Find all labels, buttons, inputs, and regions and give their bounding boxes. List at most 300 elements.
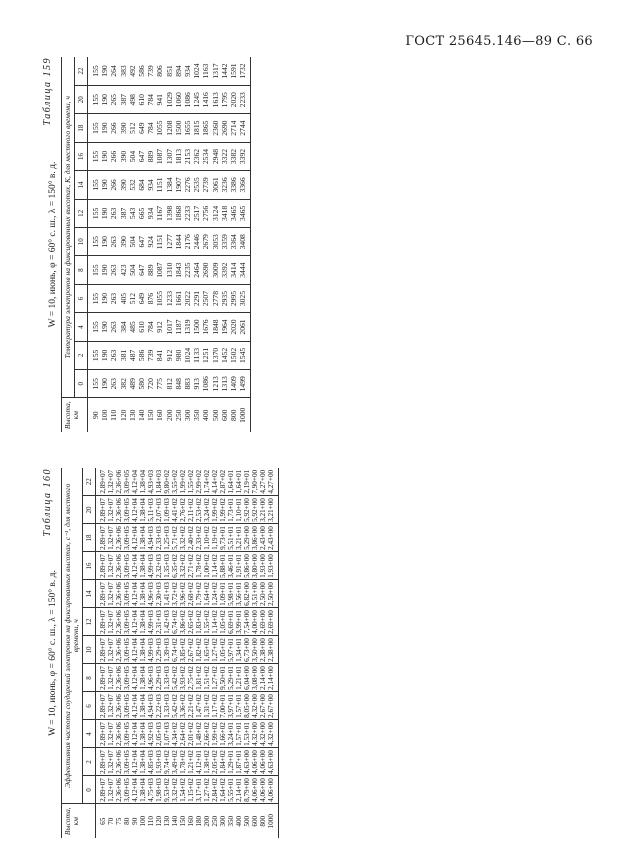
value-cell: 2,71+02 — [187, 552, 195, 580]
value-cell: 580 — [137, 370, 146, 398]
time-header: 16 — [83, 552, 96, 580]
table-row — [203, 468, 211, 838]
value-cell: 423 — [119, 256, 128, 284]
value-cell: 2,69+00 — [259, 608, 267, 636]
table-row — [174, 57, 183, 432]
value-cell: 1,99+02 — [179, 468, 187, 496]
table-row — [155, 57, 164, 432]
time-header: 12 — [83, 608, 96, 636]
height-cell: 350 — [192, 398, 201, 432]
height-cell: 400 — [201, 398, 210, 432]
value-cell: 3124 — [211, 199, 220, 227]
value-cell: 1384 — [165, 171, 174, 199]
value-cell: 1,91+01 — [235, 552, 243, 580]
value-cell: 1245 — [192, 86, 201, 114]
time-header: 18 — [83, 524, 96, 552]
value-cell: 4,32+00 — [251, 692, 259, 720]
table-row — [100, 57, 109, 432]
value-cell: 1,38+04 — [139, 496, 147, 524]
value-cell: 1732 — [238, 57, 251, 86]
value-cell: 6,69+01 — [227, 608, 235, 636]
value-cell: 2,36+06 — [115, 608, 123, 636]
value-cell: 2,36+06 — [115, 664, 123, 692]
value-cell: 5,42+02 — [171, 692, 179, 720]
value-cell: 3392 — [238, 142, 251, 170]
value-cell: 2,89+07 — [96, 580, 108, 608]
value-cell: 9,53+02 — [163, 776, 171, 804]
value-cell: 2,99+02 — [195, 468, 203, 496]
value-cell: 3,09+05 — [123, 664, 131, 692]
value-cell: 2,36+06 — [115, 580, 123, 608]
value-cell: 4,96+03 — [147, 580, 155, 608]
value-cell: 2,31+03 — [155, 608, 163, 636]
value-cell: 3236 — [220, 171, 229, 199]
value-cell: 2,64+02 — [179, 720, 187, 748]
height-header: Высота, км — [62, 398, 88, 432]
value-cell: 739 — [146, 57, 155, 86]
value-cell: 1,55+02 — [187, 468, 195, 496]
value-cell: 2360 — [211, 114, 220, 142]
value-cell: 3,86+02 — [179, 608, 187, 636]
value-cell: 1,82+02 — [195, 636, 203, 664]
height-cell: 160 — [155, 398, 164, 432]
value-cell: 1676 — [201, 313, 210, 341]
value-cell: 2362 — [192, 142, 201, 170]
table-row — [267, 468, 279, 838]
table-row — [146, 57, 155, 432]
value-cell: 387 — [119, 86, 128, 114]
value-cell: 1024 — [192, 57, 201, 86]
value-cell: 3465 — [238, 199, 251, 227]
value-cell: 1,32+07 — [107, 608, 115, 636]
value-cell: 2176 — [183, 228, 192, 256]
value-cell: 2,05+02 — [211, 748, 219, 776]
value-cell: 2,29+03 — [155, 636, 163, 664]
value-cell: 5,29+01 — [227, 664, 235, 692]
value-cell: 3,99+01 — [235, 608, 243, 636]
value-cell: 1,05+02 — [219, 608, 227, 636]
value-cell: 3,96+02 — [179, 580, 187, 608]
value-cell: 4,99+03 — [147, 608, 155, 636]
value-cell: 3408 — [238, 228, 251, 256]
value-cell: 8,79+00 — [243, 776, 251, 804]
value-cell: 4,12+04 — [131, 608, 139, 636]
value-cell: 1502 — [229, 341, 238, 369]
value-cell: 2679 — [201, 228, 210, 256]
value-cell: 3,86+00 — [251, 524, 259, 552]
value-cell: 3,21+00 — [259, 496, 267, 524]
value-cell: 1055 — [155, 114, 164, 142]
value-cell: 647 — [137, 228, 146, 256]
value-cell: 190 — [100, 57, 109, 86]
value-cell: 5,92+00 — [251, 496, 259, 524]
value-cell: 1,38+04 — [139, 608, 147, 636]
value-cell: 155 — [88, 284, 101, 312]
value-cell: 2,14+00 — [259, 664, 267, 692]
height-cell: 400 — [235, 804, 243, 838]
height-cell: 350 — [227, 804, 235, 838]
table-160-grid — [61, 468, 279, 838]
value-cell: 1,32+07 — [107, 748, 115, 776]
value-cell: 1,99+02 — [219, 496, 227, 524]
value-cell: 382 — [119, 370, 128, 398]
value-cell: 1087 — [155, 256, 164, 284]
value-cell: 2,68+02 — [187, 580, 195, 608]
value-cell: 1,55+02 — [203, 608, 211, 636]
value-cell: 5,88+01 — [219, 552, 227, 580]
table-159-caption: Таблица 159 — [42, 57, 53, 126]
value-cell: 1,38+04 — [139, 776, 147, 804]
value-cell: 266 — [109, 142, 118, 170]
time-header: 18 — [75, 114, 88, 142]
value-cell: 2153 — [183, 142, 192, 170]
value-cell: 980 — [174, 341, 183, 369]
value-cell: 2,07+03 — [155, 496, 163, 524]
value-cell: 647 — [137, 142, 146, 170]
value-cell: 1,99+02 — [211, 496, 219, 524]
value-cell: 876 — [146, 284, 155, 312]
value-cell: 1,38+02 — [203, 748, 211, 776]
height-cell: 250 — [211, 804, 219, 838]
value-cell: 2507 — [201, 284, 210, 312]
height-cell: 600 — [220, 398, 229, 432]
value-cell: 4,27+00 — [267, 468, 279, 496]
value-cell: 2,36+06 — [115, 468, 123, 496]
table-row — [238, 57, 251, 432]
value-cell: 263 — [109, 341, 118, 369]
value-cell: 1,27+02 — [211, 664, 219, 692]
value-cell: 155 — [88, 114, 101, 142]
value-cell: 1086 — [183, 86, 192, 114]
value-cell: 4,99+03 — [147, 552, 155, 580]
value-cell: 2446 — [192, 228, 201, 256]
time-header: 14 — [83, 580, 96, 608]
value-cell: 894 — [174, 57, 183, 86]
table-row — [123, 468, 131, 838]
value-cell: 4,96+03 — [147, 664, 155, 692]
value-cell: 3,09+05 — [123, 552, 131, 580]
value-cell: 2,66+02 — [203, 720, 211, 748]
value-cell: 1151 — [155, 228, 164, 256]
value-cell: 3,09+05 — [123, 468, 131, 496]
value-cell: 1,84+02 — [219, 748, 227, 776]
table-row — [201, 57, 210, 432]
value-cell: 2744 — [238, 114, 251, 142]
value-cell: 3,24+02 — [203, 496, 211, 524]
value-cell: 4,92+03 — [147, 720, 155, 748]
height-cell: 800 — [259, 804, 267, 838]
value-cell: 7,54+00 — [243, 608, 251, 636]
value-cell: 2948 — [211, 142, 220, 170]
height-cell: 1000 — [267, 804, 279, 838]
value-cell: 1,09+01 — [219, 580, 227, 608]
table-row — [192, 57, 201, 432]
value-cell: 2690 — [220, 114, 229, 142]
height-cell: 130 — [128, 398, 137, 432]
value-cell: 1,42+03 — [163, 608, 171, 636]
value-cell: 2276 — [183, 171, 192, 199]
value-cell: 1,57+01 — [235, 720, 243, 748]
value-cell: 2,89+07 — [96, 552, 108, 580]
value-cell: 266 — [109, 171, 118, 199]
value-cell: 7,00+01 — [219, 692, 227, 720]
value-cell: 155 — [88, 57, 101, 86]
table-row — [179, 468, 187, 838]
value-cell: 1795 — [220, 86, 229, 114]
value-cell: 3,09+05 — [123, 524, 131, 552]
value-cell: 3322 — [220, 142, 229, 170]
value-cell: 1907 — [174, 171, 183, 199]
value-cell: 2,11+02 — [187, 496, 195, 524]
height-cell: 65 — [96, 804, 108, 838]
value-cell: 6,82+00 — [243, 580, 251, 608]
value-cell: 913 — [192, 370, 201, 398]
value-cell: 586 — [137, 57, 146, 86]
value-cell: 1500 — [192, 313, 201, 341]
height-cell: 200 — [203, 804, 211, 838]
value-cell: 190 — [100, 256, 109, 284]
value-cell: 1,15+02 — [187, 776, 195, 804]
table-row — [96, 468, 108, 838]
value-cell: 2,21+02 — [187, 692, 195, 720]
value-cell: 3,32+02 — [171, 776, 179, 804]
value-cell: 2,89+07 — [96, 636, 108, 664]
value-cell: 2,89+07 — [96, 608, 108, 636]
table-row — [220, 57, 229, 432]
value-cell: 1499 — [238, 370, 251, 398]
value-cell: 543 — [128, 199, 137, 227]
value-cell: 851 — [165, 57, 174, 86]
height-cell: 75 — [115, 804, 123, 838]
height-cell: 250 — [174, 398, 183, 432]
value-cell: 2,89+07 — [96, 524, 108, 552]
value-cell: 9,80+02 — [163, 468, 171, 496]
value-cell: 1661 — [174, 284, 183, 312]
table-row — [211, 468, 219, 838]
value-cell: 4,93+03 — [147, 468, 155, 496]
value-cell: 1,53+01 — [243, 720, 251, 748]
value-cell: 2,36+06 — [115, 748, 123, 776]
value-cell: 1844 — [174, 228, 183, 256]
value-cell: 4,00+00 — [251, 608, 259, 636]
value-cell: 775 — [155, 370, 164, 398]
value-cell: 2739 — [201, 171, 210, 199]
value-cell: 1,33+03 — [163, 664, 171, 692]
value-cell: 190 — [100, 228, 109, 256]
height-cell: 160 — [187, 804, 195, 838]
value-cell: 4,99+03 — [147, 636, 155, 664]
value-cell: 2,67+00 — [267, 692, 279, 720]
value-cell: 263 — [109, 256, 118, 284]
height-cell: 1000 — [238, 398, 251, 432]
table-row — [155, 468, 163, 838]
value-cell: 2233 — [238, 86, 251, 114]
value-cell: 934 — [183, 57, 192, 86]
value-cell: 4,06+00 — [251, 776, 259, 804]
value-cell: 1,38+04 — [139, 468, 147, 496]
height-cell: 80 — [123, 804, 131, 838]
value-cell: 1,78+02 — [195, 552, 203, 580]
value-cell: 1,21+01 — [235, 664, 243, 692]
value-cell: 4,12+04 — [131, 664, 139, 692]
value-cell: 3,49+02 — [171, 748, 179, 776]
table-row — [219, 468, 227, 838]
table-row — [128, 57, 137, 432]
value-cell: 1,93+00 — [267, 552, 279, 580]
table-row — [187, 468, 195, 838]
time-header: 6 — [75, 284, 88, 312]
value-cell: 1,66+02 — [219, 720, 227, 748]
value-cell: 1,41+03 — [163, 580, 171, 608]
value-cell: 1,05+02 — [219, 636, 227, 664]
value-cell: 3,32+02 — [179, 524, 187, 552]
table-row — [119, 57, 128, 432]
value-cell: 155 — [88, 256, 101, 284]
height-cell: 180 — [195, 804, 203, 838]
value-cell: 1,32+07 — [107, 636, 115, 664]
value-cell: 2,32+03 — [155, 552, 163, 580]
value-cell: 3392 — [220, 256, 229, 284]
value-cell: 2756 — [201, 199, 210, 227]
value-cell: 2020 — [229, 86, 238, 114]
height-cell: 300 — [183, 398, 192, 432]
value-cell: 3,50+00 — [251, 636, 259, 664]
height-cell: 70 — [107, 804, 115, 838]
value-cell: 1,38+04 — [139, 636, 147, 664]
value-cell: 498 — [128, 86, 137, 114]
value-cell: 1024 — [183, 341, 192, 369]
value-cell: 1,32+07 — [107, 720, 115, 748]
value-cell: 2,87+02 — [219, 468, 227, 496]
value-cell: 1,78+02 — [179, 748, 187, 776]
value-cell: 1,32+07 — [107, 552, 115, 580]
value-cell: 1,32+07 — [107, 776, 115, 804]
value-cell: 3,09+05 — [123, 692, 131, 720]
value-cell: 3465 — [229, 199, 238, 227]
value-cell: 504 — [128, 228, 137, 256]
value-cell: 2233 — [183, 199, 192, 227]
value-cell: 924 — [146, 228, 155, 256]
value-cell: 1167 — [155, 199, 164, 227]
height-cell: 110 — [109, 398, 118, 432]
value-cell: 2714 — [229, 114, 238, 142]
value-cell: 2,75+02 — [187, 664, 195, 692]
value-cell: 3418 — [220, 199, 229, 227]
table-row — [147, 468, 155, 838]
value-cell: 1,14+02 — [211, 552, 219, 580]
value-cell: 4,85+03 — [147, 748, 155, 776]
value-cell: 3366 — [238, 171, 251, 199]
height-cell: 300 — [219, 804, 227, 838]
value-cell: 4,32+00 — [267, 720, 279, 748]
value-cell: 3386 — [229, 171, 238, 199]
value-cell: 5,11+03 — [147, 496, 155, 524]
value-cell: 2,14+00 — [267, 664, 279, 692]
value-cell: 3,17+01 — [195, 776, 203, 804]
value-cell: 5,98+01 — [227, 580, 235, 608]
value-cell: 1,57+01 — [235, 692, 243, 720]
value-cell: 155 — [88, 341, 101, 369]
table-row — [227, 468, 235, 838]
value-cell: 1,27+02 — [211, 636, 219, 664]
value-cell: 1,74+02 — [203, 468, 211, 496]
value-cell: 1,38+04 — [139, 580, 147, 608]
value-cell: 1,38+04 — [139, 524, 147, 552]
value-cell: 1,65+02 — [203, 636, 211, 664]
value-cell: 1,93+00 — [259, 552, 267, 580]
table-row — [139, 468, 147, 838]
value-cell: 1409 — [229, 370, 238, 398]
value-cell: 3,80+00 — [251, 552, 259, 580]
table-row — [243, 468, 251, 838]
value-cell: 6,04+00 — [243, 664, 251, 692]
value-cell: 934 — [146, 199, 155, 227]
value-cell: 190 — [100, 171, 109, 199]
value-cell: 1,79+02 — [195, 580, 203, 608]
value-cell: 263 — [109, 199, 118, 227]
value-cell: 1,25+03 — [163, 524, 171, 552]
value-cell: 883 — [183, 370, 192, 398]
value-cell: 2,89+07 — [96, 468, 108, 496]
value-cell: 2,14+01 — [235, 776, 243, 804]
value-cell: 2,36+06 — [115, 496, 123, 524]
height-cell: 600 — [251, 804, 259, 838]
value-cell: 2,89+07 — [96, 776, 108, 804]
value-cell: 806 — [155, 57, 164, 86]
value-cell: 4,12+04 — [131, 636, 139, 664]
value-cell: 1,99+02 — [211, 720, 219, 748]
value-cell: 5,71+02 — [171, 524, 179, 552]
value-cell: 1,09+03 — [163, 496, 171, 524]
value-cell: 1655 — [183, 114, 192, 142]
value-cell: 1251 — [201, 341, 210, 369]
value-cell: 3,09+05 — [123, 580, 131, 608]
value-cell: 3444 — [238, 256, 251, 284]
value-cell: 405 — [119, 284, 128, 312]
value-cell: 387 — [119, 199, 128, 227]
value-cell: 3,46+01 — [227, 552, 235, 580]
value-cell: 6,74+02 — [171, 636, 179, 664]
height-cell: 120 — [119, 398, 128, 432]
value-cell: 263 — [109, 313, 118, 341]
quantity-header: Эффективная частота соударений электронов на фиксированных высотах, с⁻¹, для местного времени, ч — [62, 468, 83, 804]
value-cell: 720 — [146, 370, 155, 398]
value-cell: 3,51+00 — [251, 580, 259, 608]
value-cell: 2291 — [192, 284, 201, 312]
value-cell: 2,38+00 — [259, 636, 267, 664]
time-header: 2 — [83, 748, 96, 776]
value-cell: 912 — [165, 341, 174, 369]
value-cell: 1,64+02 — [219, 776, 227, 804]
value-cell: 2,84+02 — [211, 776, 219, 804]
value-cell: 4,06+00 — [251, 748, 259, 776]
value-cell: 1,32+07 — [107, 692, 115, 720]
value-cell: 2,05+03 — [155, 720, 163, 748]
value-cell: 1591 — [229, 57, 238, 86]
time-header: 4 — [75, 313, 88, 341]
time-header: 16 — [75, 142, 88, 170]
value-cell: 1,17+02 — [211, 692, 219, 720]
value-cell: 1233 — [165, 284, 174, 312]
value-cell: 2,38+00 — [267, 636, 279, 664]
value-cell: 3,93+02 — [179, 664, 187, 692]
value-cell: 610 — [137, 313, 146, 341]
value-cell: 4,32+00 — [251, 720, 259, 748]
value-cell: 532 — [128, 171, 137, 199]
value-cell: 487 — [128, 341, 137, 369]
time-header: 4 — [83, 720, 96, 748]
value-cell: 3,85+02 — [179, 636, 187, 664]
